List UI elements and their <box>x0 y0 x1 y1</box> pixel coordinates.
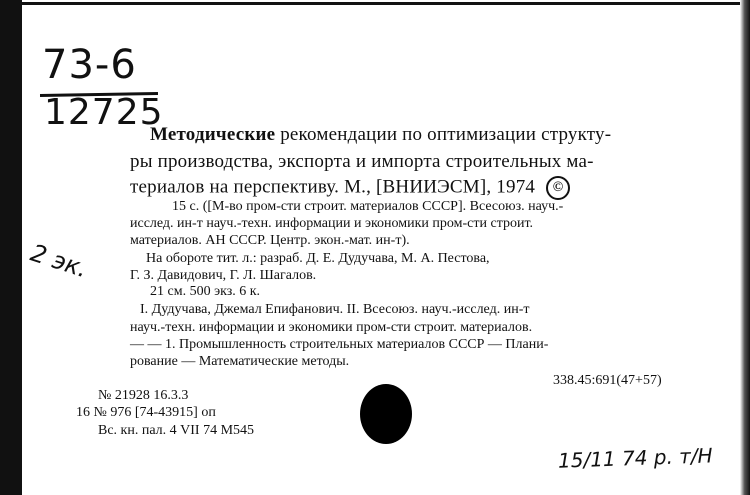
handwritten-code: 73-6 <box>42 42 137 88</box>
ink-blot <box>360 384 412 444</box>
tracing-line-3: — — 1. Промышленность строительных материалов СССР — Плани- <box>130 337 549 352</box>
udc-number: 338.45:691(47+57) <box>553 373 662 388</box>
handwritten-side-note: 2 эк. <box>27 238 92 284</box>
tracing-line-2: науч.-техн. информации и экономики пром-сти строит. материалов. <box>130 320 533 335</box>
verso-line-1: На обороте тит. л.: разраб. Д. Е. Дудучава, М. А. Пестова, <box>146 251 490 266</box>
card-right-edge <box>740 0 750 495</box>
copyright-mark: © <box>546 176 570 200</box>
imprint-line-1: 15 с. ([М-во пром-сти строит. материалов СССР]. Всесоюз. науч.- <box>172 199 564 214</box>
card-top-edge <box>18 2 750 5</box>
handwritten-number: 12725 <box>44 92 164 133</box>
title-line-2: ры производства, экспорта и импорта строительных ма- <box>130 151 594 172</box>
record-number: № 21928 16.3.3 <box>98 388 189 403</box>
card-left-edge <box>0 0 22 495</box>
title-line-3 <box>130 176 570 200</box>
tracing-line-1: I. Дудучава, Джемал Епифанович. II. Всесоюз. науч.-исслед. ин-т <box>140 302 530 317</box>
title-bold-word: Методические <box>150 124 276 145</box>
title-line-1-rest: рекомендации по оптимизации структу- <box>280 124 612 145</box>
handwritten-bottom-note: 15/11 74 p. т/Н <box>557 443 714 473</box>
imprint-line-2: исслед. ин-т науч.-техн. информации и экономики пром-сти строит. <box>130 216 534 231</box>
title-line-1 <box>150 124 611 146</box>
title-line-3-text: териалов на перспективу. М., [ВНИИЭСМ], 1974 <box>130 176 536 198</box>
imprint-line-3: материалов. АН СССР. Центр. экон.-мат. ин-т). <box>130 233 410 248</box>
card-number: 16 № 976 [74-43915] оп <box>76 405 216 420</box>
tracing-line-4: рование — Математические методы. <box>130 354 350 369</box>
format-line: 21 см. 500 экз. 6 к. <box>150 284 261 299</box>
print-info: Вс. кн. пал. 4 VII 74 М545 <box>98 423 255 438</box>
verso-line-2: Г. З. Давидович, Г. Л. Шагалов. <box>130 268 317 283</box>
